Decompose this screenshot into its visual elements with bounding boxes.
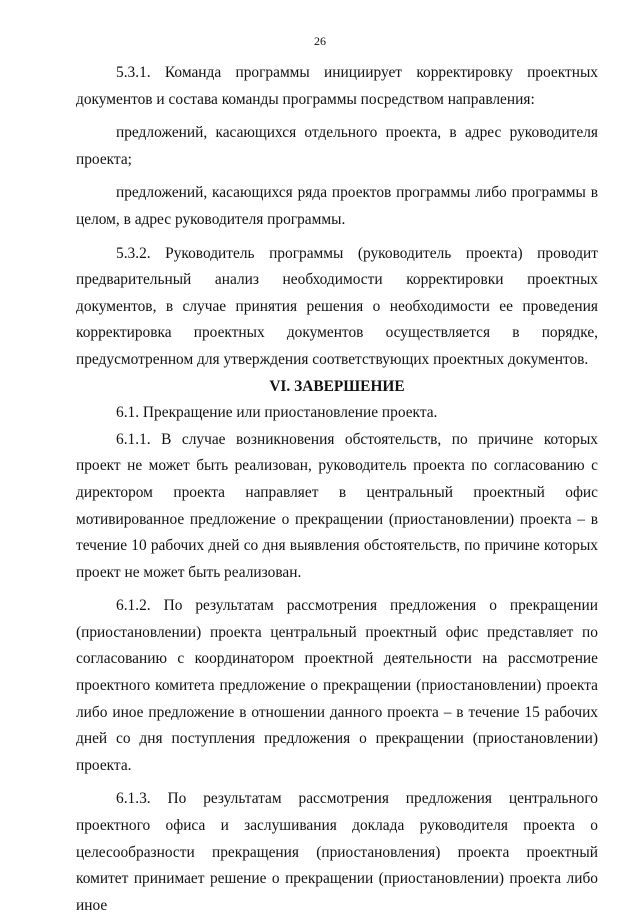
- paragraph-multiple-projects: предложений, касающихся ряда проектов программы либо программы в целом, в адрес руководителя программы.: [76, 184, 598, 228]
- page-number: 26: [314, 34, 326, 48]
- section-heading: VI. ЗАВЕРШЕНИЕ: [269, 377, 405, 395]
- paragraph-6-1: 6.1. Прекращение или приостановление проекта.: [116, 404, 438, 422]
- document-body: [76, 60, 598, 919]
- paragraph-5-3-1: 5.3.1. Команда программы инициирует корректировку проектных документов и состава команды программы посредством направления:: [76, 64, 598, 108]
- paragraph-single-project: предложений, касающихся отдельного проекта, в адрес руководителя проекта;: [76, 124, 598, 168]
- paragraph-6-1-2: 6.1.2. По результатам рассмотрения предложения о прекращении (приостановлении) проекта центральный проектный офис представляет по согласованию с координатором проектной деятельности на рассмотрение проектного комитета предложение о прекращении (приостановлении) проекта либо иное предложение в отношении данного проекта – в течение 15 рабочих дней со дня поступления предложения о прекращении (приостановлении) проекта.: [76, 597, 598, 774]
- paragraph-6-1-1: 6.1.1. В случае возникновения обстоятельств, по причине которых проект не может быть реализован, руководитель проекта по согласованию с директором проекта направляет в центральный проектный офис мотивированное предложение о прекращении (приостановлении) проекта – в течение 10 рабочих дней со дня выявления обстоятельств, по причине которых проект не может быть реализован.: [76, 430, 598, 581]
- paragraph-6-1-3: 6.1.3. По результатам рассмотрения предложения центрального проектного офиса и заслушивания доклада руководителя проекта о целесообразности прекращения (приостановления) проекта проектный комитет принимает решение о прекращении (приостановлении) проекта либо иное: [76, 790, 598, 914]
- paragraph-5-3-2: 5.3.2. Руководитель программы (руководитель проекта) проводит предварительный анализ необходимости корректировки проектных документов, в случае принятия решения о необходимости ее проведения корректировка проектных документов осуществляется в порядке, предусмотренном для утверждения соответствующих проектных документов.: [76, 244, 598, 368]
